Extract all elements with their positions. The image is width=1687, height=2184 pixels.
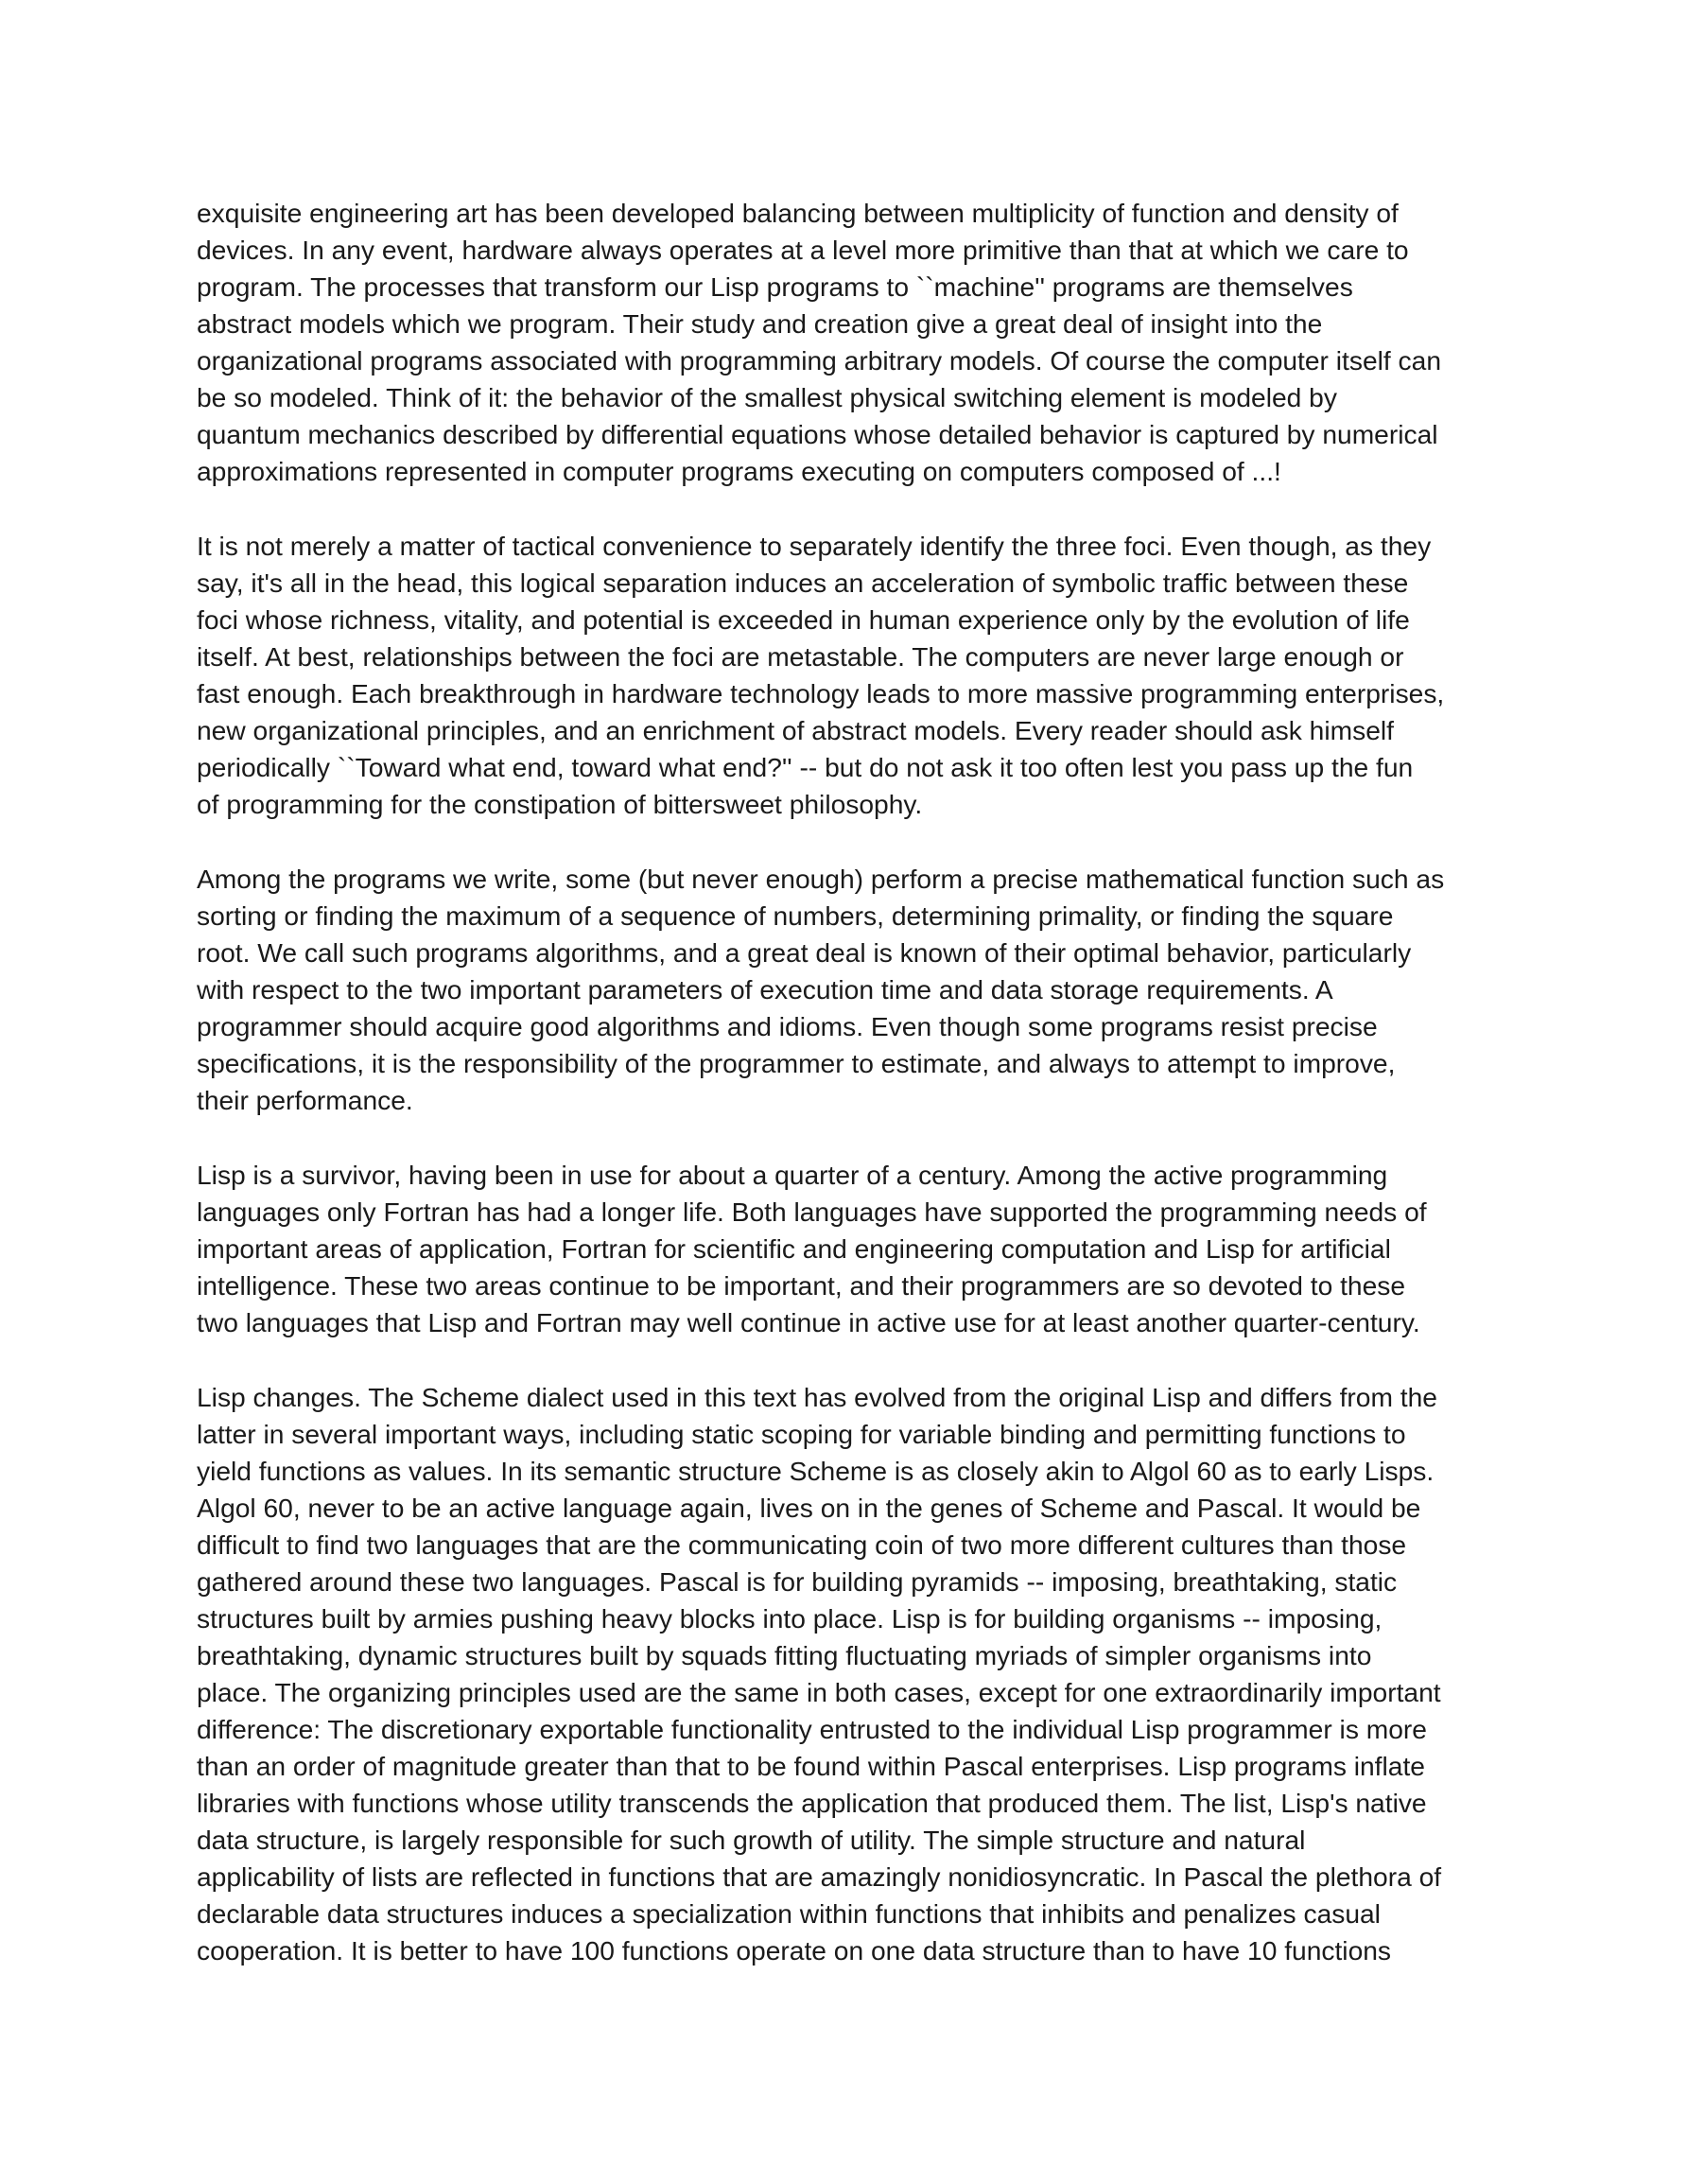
document-page <box>197 195 1492 2007</box>
paragraph-lisp-changes: Lisp changes. The Scheme dialect used in this text has evolved from the original Lisp and differs from the latter in several important ways, including static scoping for variable binding and permitting functions to yield functions as values. In its semantic structure Scheme is as closely akin to Algol 60 as to early Lisps. Algol 60, never to be an active language again, lives on in the genes of Scheme and Pascal. It would be difficult to find two languages that are the communicating coin of two more different cultures than those gathered around these two languages. Pascal is for building pyramids -- imposing, breathtaking, static structures built by armies pushing heavy blocks into place. Lisp is for building organisms -- imposing, breathtaking, dynamic structures built by squads fitting fluctuating myriads of simpler organisms into place. The organizing principles used are the same in both cases, except for one extraordinarily important difference: The discretionary exportable functionality entrusted to the individual Lisp programmer is more than an order of magnitude greater than that to be found within Pascal enterprises. Lisp programs inflate libraries with functions whose utility transcends the application that produced them. The list, Lisp's native data structure, is largely responsible for such growth of utility. The simple structure and natural applicability of lists are reflected in functions that are amazingly nonidiosyncratic. In Pascal the plethora of declarable data structures induces a specialization within functions that inhibits and penalizes casual cooperation. It is better to have 100 functions operate on one data structure than to have 10 functions <box>197 1382 1442 1966</box>
paragraph-algorithms: Among the programs we write, some (but never enough) perform a precise mathematical function such as sorting or finding the maximum of a sequence of numbers, determining primality, or finding the square root. We call such programs algorithms, and a great deal is known of their optimal behavior, particularly with respect to the two important parameters of execution time and data storage requirements. A programmer should acquire good algorithms and idioms. Even though some programs resist precise specifications, it is the responsibility of the programmer to estimate, and always to attempt to improve, their performance. <box>197 864 1445 1115</box>
paragraph-engineering-art: exquisite engineering art has been developed balancing between multiplicity of function and density of devices. In any event, hardware always operates at a level more primitive than that at which we care to program. The processes that transform our Lisp programs to ``machine'' programs are themselves abstract models which we program. Their study and creation give a great deal of insight into the organizational programs associated with programming arbitrary models. Of course the computer itself can be so modeled. Think of it: the behavior of the smallest physical switching element is modeled by quantum mechanics described by differential equations whose detailed behavior is captured by numerical approximations represented in computer programs executing on computers composed of ...! <box>197 198 1442 486</box>
paragraph-three-foci: It is not merely a matter of tactical convenience to separately identify the three foci. Even though, as they say, it's all in the head, this logical separation induces an acceleration of symbolic traffic between these foci whose richness, vitality, and potential is exceeded in human experience only by the evolution of life itself. At best, relationships between the foci are metastable. The computers are never large enough or fast enough. Each breakthrough in hardware technology leads to more massive programming enterprises, new organizational principles, and an enrichment of abstract models. Every reader should ask himself periodically ``Toward what end, toward what end?'' -- but do not ask it too often lest you pass up the fun of programming for the constipation of bittersweet philosophy. <box>197 531 1445 819</box>
paragraph-lisp-survivor: Lisp is a survivor, having been in use for about a quarter of a century. Among the active programming languages only Fortran has had a longer life. Both languages have supported the programming needs of important areas of application, Fortran for scientific and engineering computation and Lisp for artificial intelligence. These two areas continue to be important, and their programmers are so devoted to these two languages that Lisp and Fortran may well continue in active use for at least another quarter-century. <box>197 1160 1427 1337</box>
